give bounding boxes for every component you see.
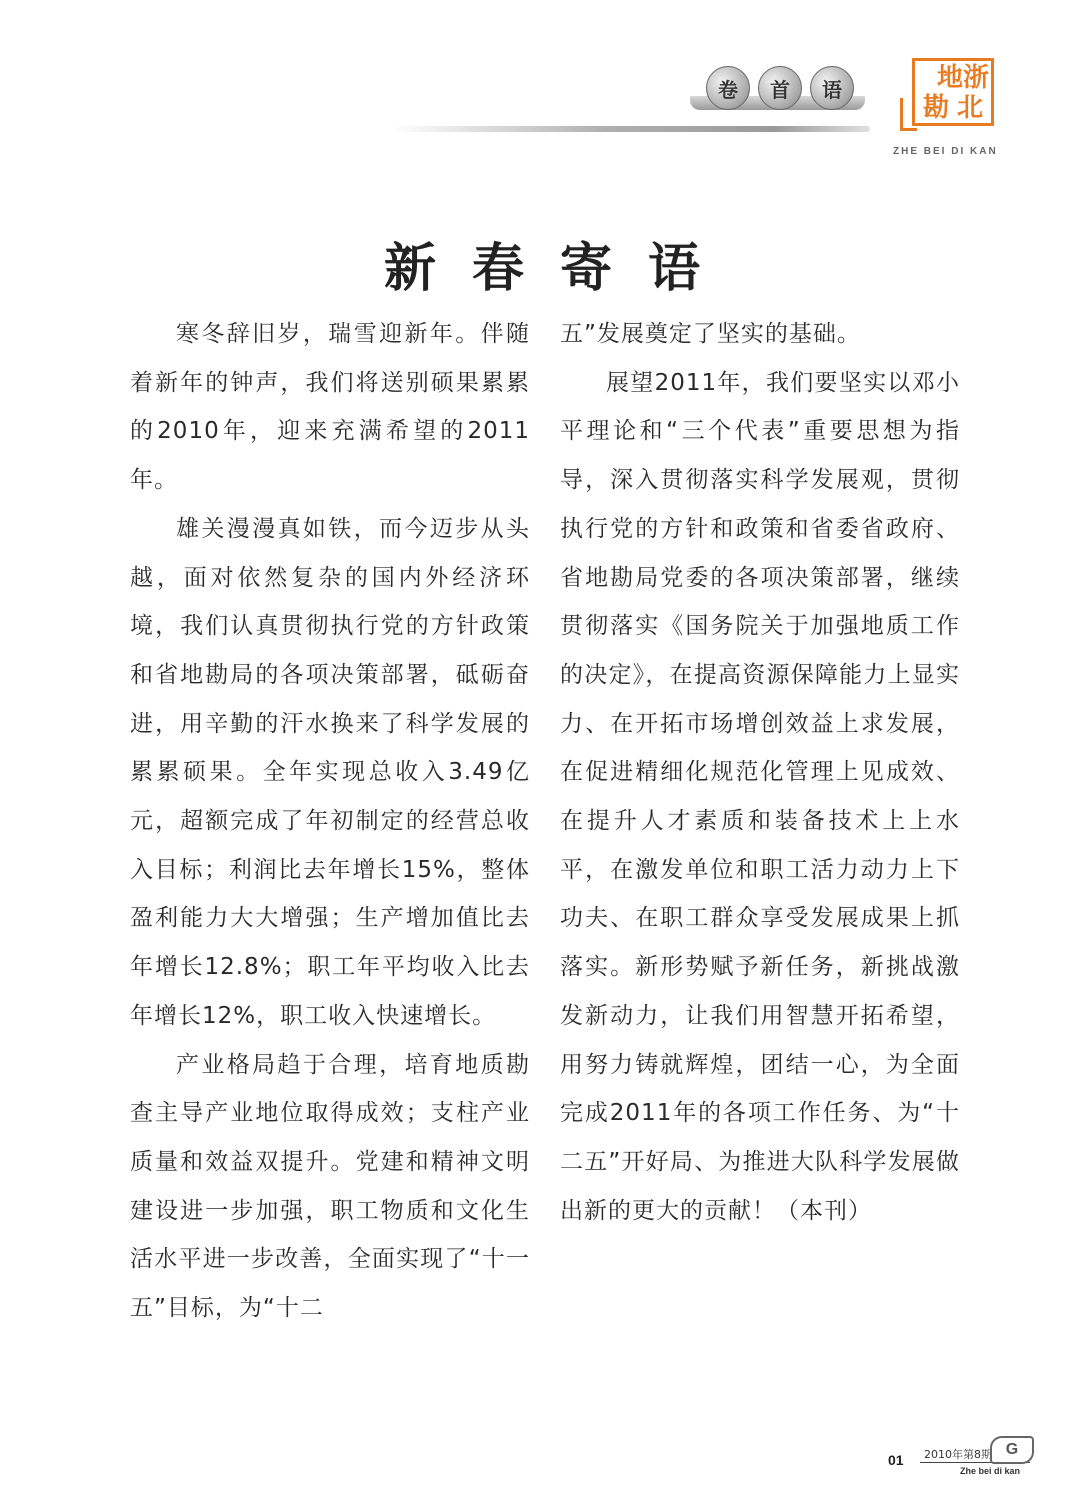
- logo-char: 浙: [963, 63, 990, 93]
- section-tag-2: 首: [758, 66, 802, 110]
- header-rule: [390, 126, 870, 132]
- footer-logo-icon: G: [990, 1436, 1034, 1464]
- issue-label: 2010年第8期: [924, 1448, 992, 1461]
- article-title: 新春寄语: [383, 238, 736, 299]
- article-column-left: [130, 310, 530, 1333]
- paragraph: 展望2011年，我们要坚实以邓小平理论和“三个代表”重要思想为指导，深入贯彻落实科学发展观，贯彻执行党的方针和政策和省委省政府、省地勘局党委的各项决策部署，继续贯彻落实《国务院关于加强地质工作的决定》，在提高资源保障能力上显实力、在开拓市场增创效益上求发展，在促进精细化规范化管理上见成效、在提升人才素质和装备技术上上水平，在激发单位和职工活力动力上下功夫、在职工群众享受发展成果上抓落实。新形势赋予新任务，新挑战激发新动力，让我们用智慧开拓希望，用努力铸就辉煌，团结一心，为全面完成2011年的各项工作任务、为“十二五”开好局、为推进大队科学发展做出新的更大的贡献！（本刊）: [560, 369, 960, 1224]
- article-column-right: [560, 310, 960, 1235]
- section-tags: [706, 66, 854, 110]
- section-tag-3: 语: [810, 66, 854, 110]
- magazine-logo: [912, 58, 994, 126]
- logo-subtitle: ZHE BEI DI KAN: [893, 146, 998, 157]
- paragraph-continuation: 五”发展奠定了坚实的基础。: [560, 321, 861, 347]
- paragraph: 雄关漫漫真如铁，而今迈步从头越，面对依然复杂的国内外经济环境，我们认真贯彻执行党的方针政策和省地勘局的各项决策部署，砥砺奋进，用辛勤的汗水换来了科学发展的累累硕果。全年实现总收入3.49亿元，超额完成了年初制定的经营总收入目标；利润比去年增长15%，整体盈利能力大大增强；生产增加值比去年增长12.8%；职工年平均收入比去年增长12%，职工收入快速增长。: [130, 515, 530, 1029]
- paragraph: 产业格局趋于合理，培育地质勘查主导产业地位取得成效；支柱产业质量和效益双提升。党建和精神文明建设进一步加强，职工物质和文化生活水平进一步改善，全面实现了“十一五”目标，为“十二: [130, 1051, 530, 1322]
- page-header: [0, 0, 1084, 170]
- paragraph: 寒冬辞旧岁，瑞雪迎新年。伴随着新年的钟声，我们将送别硕果累累的2010年，迎来充满希望的2011年。: [130, 321, 530, 494]
- logo-char: 地: [937, 63, 964, 93]
- logo-char: 勘: [923, 93, 950, 123]
- section-tag-1: 卷: [706, 66, 750, 110]
- page-number: 01: [888, 1452, 904, 1468]
- footer-brand: Zhe bei di kan: [960, 1466, 1021, 1476]
- logo-char: 北: [957, 93, 984, 123]
